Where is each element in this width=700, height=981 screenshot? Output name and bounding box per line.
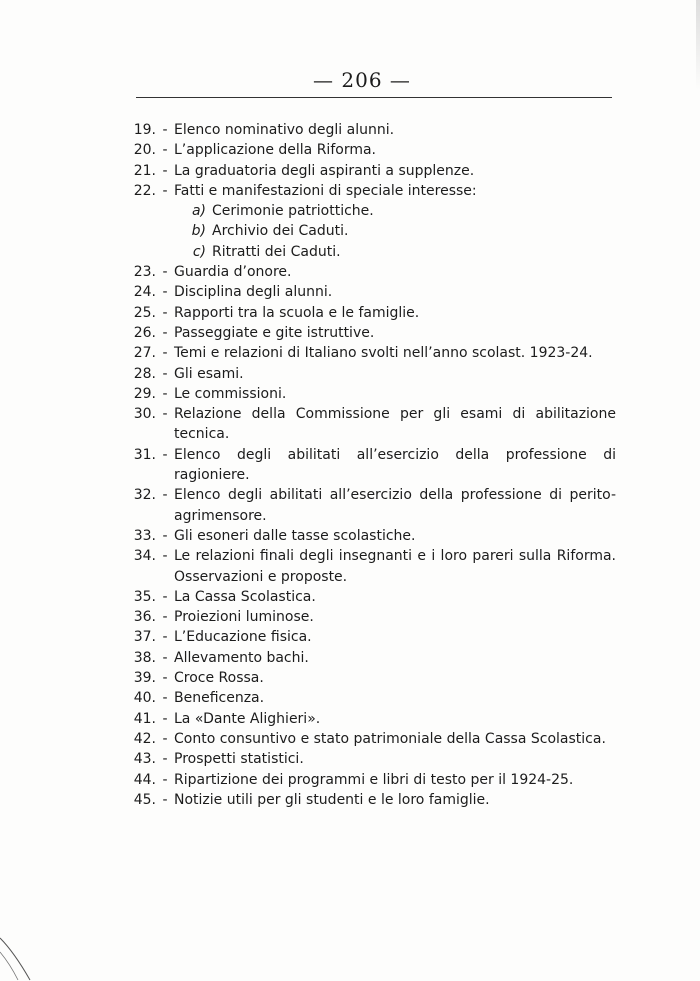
- toc-item: [128, 181, 616, 201]
- toc-item: [128, 323, 616, 343]
- toc-item-text: Le commissioni.: [174, 385, 287, 402]
- toc-item: [128, 668, 616, 688]
- toc-item-number: 35.: [133, 588, 156, 605]
- toc-item-text: L’applicazione della Riforma.: [174, 142, 376, 159]
- corner-scan-mark: [0, 930, 40, 981]
- toc-item-dash: -: [162, 710, 168, 727]
- toc-item-dash: -: [162, 670, 168, 687]
- toc-item-dash: -: [162, 446, 168, 463]
- toc-item: [128, 120, 616, 140]
- toc-item: [128, 688, 616, 708]
- toc-item: [128, 729, 616, 749]
- toc-item-dash: -: [162, 162, 168, 179]
- toc-item-text: Disciplina degli alunni.: [174, 284, 333, 301]
- toc-subitem-text: Archivio dei Caduti.: [212, 223, 349, 240]
- toc-subitem-letter: c): [192, 243, 206, 260]
- toc-item-number: 40.: [133, 690, 156, 707]
- toc-item-number: 28.: [133, 365, 156, 382]
- toc-item-text: L’Educazione fisica.: [174, 629, 312, 646]
- toc-item-text: Guardia d’onore.: [174, 264, 292, 281]
- toc-item-number: 30.: [133, 406, 156, 423]
- toc-item-number: 39.: [133, 670, 156, 687]
- toc-item-number: 34.: [133, 548, 156, 565]
- toc-item-text: Elenco nominativo degli alunni.: [174, 122, 395, 138]
- toc-item-text: Temi e relazioni di Italiano svolti nell’anno scolast. 1923-24.: [174, 345, 593, 362]
- toc-item: [128, 546, 616, 587]
- toc-item-number: 36.: [133, 609, 156, 626]
- toc-item-text: La «Dante Alighieri».: [174, 710, 321, 727]
- toc-item-number: 37.: [133, 629, 156, 646]
- toc-item-dash: -: [162, 182, 168, 199]
- toc-item-text: Proiezioni luminose.: [174, 609, 314, 626]
- toc-item: [128, 627, 616, 647]
- toc-item-number: 24.: [133, 284, 156, 301]
- toc-item-dash: -: [162, 771, 168, 788]
- toc-item: [128, 343, 616, 363]
- toc-item-dash: -: [162, 324, 168, 341]
- toc-item-dash: -: [162, 406, 168, 423]
- toc-item-number: 27.: [133, 345, 156, 362]
- toc-subitem: [128, 242, 616, 262]
- toc-subitem-body: [186, 242, 616, 262]
- toc-item-number: 26.: [133, 324, 156, 341]
- toc-item-dash: -: [162, 385, 168, 402]
- toc-item-dash: -: [162, 365, 168, 382]
- toc-subitem-body: [186, 221, 616, 241]
- toc-item-text: La Cassa Scolastica.: [174, 588, 316, 605]
- toc-item-dash: -: [162, 791, 168, 808]
- toc-item-text: Beneficenza.: [174, 690, 265, 707]
- toc-item-dash: -: [162, 122, 168, 138]
- toc-item-number: 25.: [133, 304, 156, 321]
- toc-item-text: Notizie utili per gli studenti e le loro famiglie.: [174, 791, 490, 808]
- toc-item: [128, 364, 616, 384]
- toc-item-dash: -: [162, 264, 168, 281]
- toc-item: [128, 445, 616, 486]
- toc-item-dash: -: [162, 751, 168, 768]
- toc-item: [128, 749, 616, 769]
- toc-item-number: 44.: [133, 771, 156, 788]
- toc-item: [128, 282, 616, 302]
- toc-item-text: Elenco degli abilitati all’esercizio della professione di ragioniere.: [174, 446, 616, 484]
- table-of-contents: [128, 120, 616, 810]
- toc-item-text: Le relazioni finali degli insegnanti e i loro pareri sulla Riforma. Osservazioni e proposte.: [174, 548, 616, 585]
- toc-item-text: Rapporti tra la scuola e le famiglie.: [174, 304, 420, 321]
- toc-item: [128, 262, 616, 282]
- toc-item: [128, 607, 616, 627]
- toc-item: [128, 648, 616, 668]
- toc-subitem-body: [186, 201, 616, 221]
- toc-item-text: Prospetti statistici.: [174, 751, 304, 768]
- toc-subitem: [128, 221, 616, 241]
- toc-item-number: 21.: [133, 162, 156, 179]
- toc-item-text: Fatti e manifestazioni di speciale interesse:: [174, 182, 477, 199]
- toc-item-dash: -: [162, 649, 168, 666]
- toc-item: [128, 709, 616, 729]
- toc-item-dash: -: [162, 690, 168, 707]
- toc-item-dash: -: [162, 730, 168, 747]
- toc-item-text: Conto consuntivo e stato patrimoniale della Cassa Scolastica.: [174, 730, 606, 747]
- toc-item-text: Passeggiate e gite istruttive.: [174, 324, 375, 341]
- toc-subitem-letter: a): [191, 203, 206, 220]
- toc-item-number: 33.: [133, 527, 156, 544]
- toc-item-text: Relazione della Commissione per gli esami di abilitazione tecnica.: [174, 406, 616, 443]
- header-rule: [136, 97, 612, 98]
- toc-subitem: [128, 201, 616, 221]
- toc-item-dash: -: [162, 609, 168, 626]
- toc-item-dash: -: [162, 304, 168, 321]
- toc-item-number: 22.: [133, 182, 156, 199]
- toc-item-text: Allevamento bachi.: [174, 649, 309, 666]
- toc-item-number: 29.: [133, 385, 156, 402]
- toc-item-number: 45.: [133, 791, 156, 808]
- toc-item: [128, 770, 616, 790]
- toc-item: [128, 384, 616, 404]
- toc-item-number: 38.: [133, 649, 156, 666]
- toc-item-dash: -: [162, 527, 168, 544]
- toc-item-dash: -: [162, 548, 168, 565]
- toc-item-dash: -: [162, 345, 168, 362]
- toc-item-number: 42.: [133, 730, 156, 747]
- toc-item: [128, 587, 616, 607]
- page-number: — 206 —: [313, 68, 411, 92]
- toc-item-number: 20.: [133, 142, 156, 159]
- toc-item-number: 23.: [133, 264, 156, 281]
- toc-item-text: Gli esami.: [174, 365, 244, 382]
- toc-item: [128, 790, 616, 810]
- toc-item: [128, 404, 616, 445]
- toc-subitem-letter: b): [191, 223, 206, 240]
- toc-item: [128, 140, 616, 160]
- toc-item-number: 43.: [133, 751, 156, 768]
- toc-item-number: 31.: [133, 446, 156, 463]
- toc-item-dash: -: [162, 487, 168, 504]
- toc-item-text: La graduatoria degli aspiranti a supplenze.: [174, 162, 475, 179]
- toc-item: [128, 485, 616, 526]
- toc-subitem-text: Ritratti dei Caduti.: [212, 243, 341, 260]
- toc-item-dash: -: [162, 284, 168, 301]
- toc-item-dash: -: [162, 629, 168, 646]
- toc-item-number: 19.: [133, 122, 156, 138]
- toc-item-text: Gli esoneri dalle tasse scolastiche.: [174, 527, 416, 544]
- toc-item-text: Croce Rossa.: [174, 670, 264, 687]
- toc-item-text: Ripartizione dei programmi e libri di testo per il 1924-25.: [174, 771, 574, 788]
- toc-item-number: 41.: [133, 710, 156, 727]
- toc-item-dash: -: [162, 142, 168, 159]
- toc-item: [128, 526, 616, 546]
- toc-item: [128, 303, 616, 323]
- toc-subitem-text: Cerimonie patriottiche.: [212, 203, 374, 220]
- toc-item-text: Elenco degli abilitati all’esercizio della professione di perito-agrimensore.: [174, 487, 616, 524]
- toc-item: [128, 161, 616, 181]
- toc-item-number: 32.: [133, 487, 156, 504]
- toc-item-dash: -: [162, 588, 168, 605]
